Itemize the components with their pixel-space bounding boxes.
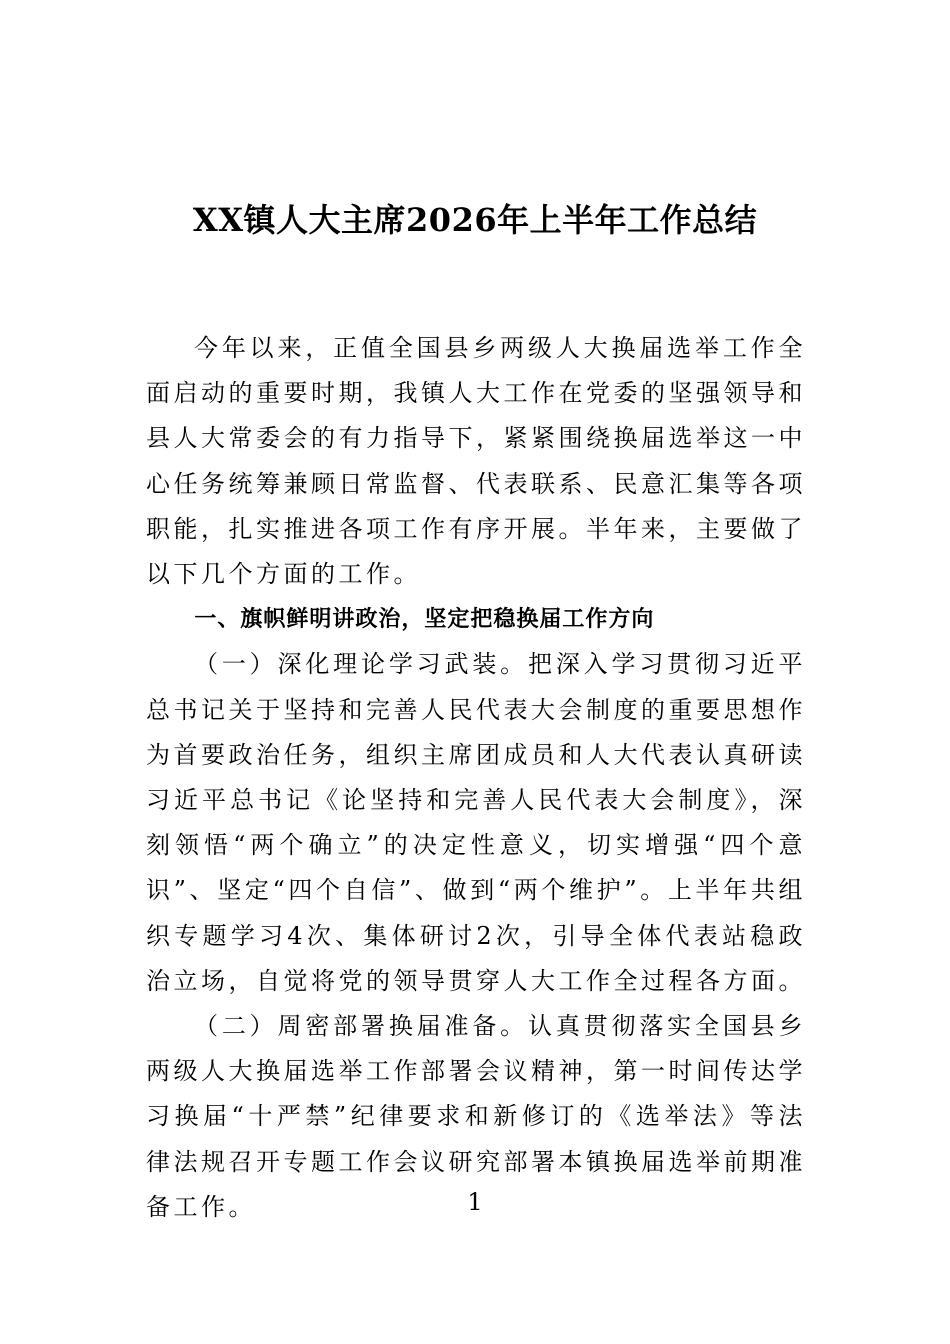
subsection-paragraph-1	[146, 642, 806, 1004]
subsection-lead-2: （二）周密部署换届准备。	[194, 1012, 528, 1041]
subsection-body-2: 认真贯彻落实全国县乡两级人大换届选举工作部署会议精神，第一时间传达学习换届“十严禁”纪律要求和新修订的《选举法》等法律法规召开专题工作会议研究部署本镇换届选举前期准备工作。	[146, 1012, 806, 1221]
subsection-lead-1: （一）深化理论学习武装。	[194, 650, 528, 679]
page-number: 1	[467, 1188, 483, 1216]
subsection-body-1: 把深入学习贯彻习近平总书记关于坚持和完善人民代表大会制度的重要思想作为首要政治任务，组织主席团成员和人大代表认真研读习近平总书记《论坚持和完善人民代表大会制度》，深刻领悟“两个确立”的决定性意义，切实增强“四个意识”、坚定“四个自信”、做到“两个维护”。上半年共组织专题学习4次、集体研讨2次，引导全体代表站稳政治立场，自觉将党的领导贯穿人大工作全过程各方面。	[146, 650, 806, 995]
document-title: XX镇人大主席2026年上半年工作总结	[192, 201, 758, 239]
section-heading-1: 一、旗帜鲜明讲政治，坚定把稳换届工作方向	[194, 607, 655, 633]
document-body	[146, 326, 806, 1230]
intro-paragraph: 今年以来，正值全国县乡两级人大换届选举工作全面启动的重要时期，我镇人大工作在党委的坚强领导和县人大常委会的有力指导下，紧紧围绕换届选举这一中心任务统筹兼顾日常监督、代表联系、民意汇集等各项职能，扎实推进各项工作有序开展。半年来，主要做了以下几个方面的工作。	[146, 334, 806, 589]
